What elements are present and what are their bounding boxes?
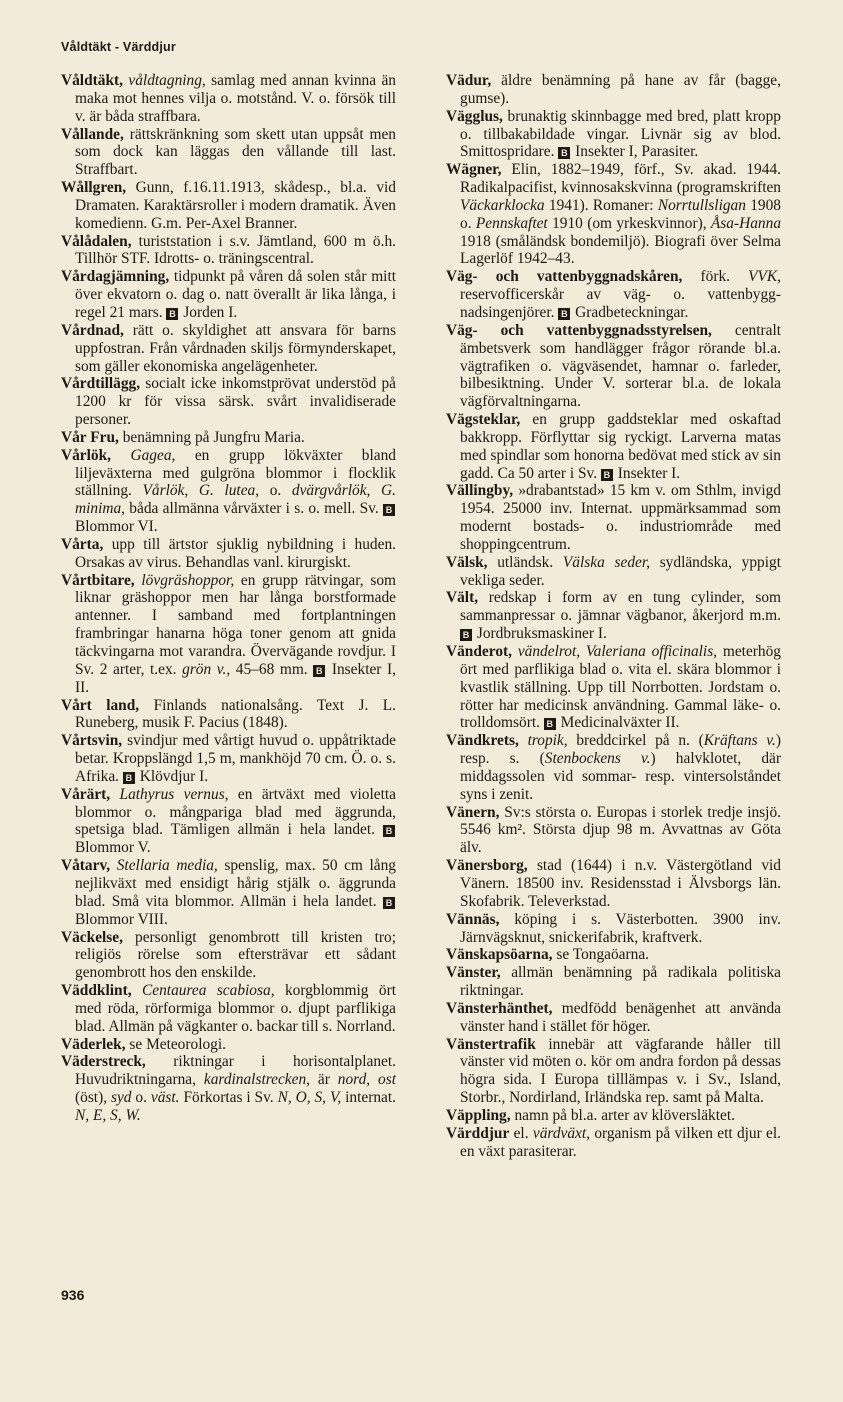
entry-vanster	[446, 964, 781, 1000]
entry-text: 1918 (småländsk bondemiljö). Biografi över Selma Lagerlöf 1942–43.	[460, 232, 781, 268]
column-left	[61, 72, 396, 1125]
italic-term: Centaurea scabiosa,	[142, 982, 275, 1000]
headword: Vänstertrafik	[446, 1035, 536, 1053]
headword: Wägner,	[446, 161, 502, 179]
entry-vag-styr	[446, 322, 781, 411]
see-also-icon: B	[383, 504, 395, 516]
entry-text: 1908 o.	[460, 196, 781, 232]
entry-text: meterhög ört med parflikiga blad o. vita el. skära blommor i kvastlik ställning. Upp till Norrbotten. Jordstam o. rötter har medicinsk användning. Gammal läke- o. trolldomsört.	[460, 643, 781, 732]
entry-varddjur	[446, 1125, 781, 1161]
entry-text	[132, 982, 142, 999]
entry-text: (öst),	[75, 1089, 111, 1107]
italic-term: grön v.,	[182, 660, 231, 678]
entry-text: ) resp. s. (	[460, 732, 781, 768]
headword: Väderlek,	[61, 1035, 126, 1053]
headword: Våldtäkt,	[61, 72, 123, 89]
see-also-icon: B	[123, 772, 135, 784]
entry-text: o.	[131, 1089, 151, 1107]
entry-text: Finlands nationalsång. Text J. L. Runeberg, musik F. Pacius (1848).	[75, 696, 396, 732]
entry-text: 1910 (om yrkeskvinnor),	[547, 214, 711, 232]
entry-vardnad	[61, 322, 396, 376]
see-also-icon: B	[313, 665, 325, 677]
entry-valdtakt	[61, 72, 396, 126]
entry-text: äldre benämning på hane av får (bagge, gumse).	[460, 72, 781, 107]
italic-term: Stellaria media,	[116, 857, 218, 875]
headword: Väppling,	[446, 1106, 511, 1124]
entry-text: Klövdjur I.	[135, 767, 209, 785]
entry-text: rätt o. skyldighet att ansvara för barns uppfostran. Från vårdnaden skiljs förmynderskapet, som gäller ekonomiska angelägenheter.	[75, 321, 396, 375]
entry-text: Blommor VI.	[75, 518, 158, 536]
entry-text: en grupp rätvingar, som liknar gräshoppor men har långa borstformade antenner. I samband med fortplantningen frambringar hanarna höga toner genom att gnida täckvingarna mot varandra. Övervägande rovdjur. I Sv. 2 arter, t.ex.	[75, 571, 396, 678]
see-also-icon: B	[383, 897, 395, 909]
headword: Vårdtillägg,	[61, 375, 141, 393]
entry-text: en ärtväxt med violetta blommor o. mångpariga blad med äggrunda, spetsiga blad. Tämligen allmän i hela landet.	[75, 785, 396, 839]
italic-term: Gagea,	[130, 446, 176, 464]
entry-vadur	[446, 72, 781, 108]
see-also-icon: B	[544, 718, 556, 730]
entry-vagglus	[446, 108, 781, 162]
entry-vartbitare	[61, 572, 396, 697]
headword: Väg- och vattenbyggnadsstyrelsen,	[446, 321, 712, 339]
entry-text: se Tongaöarna.	[552, 946, 650, 964]
headword: Välsk,	[446, 553, 488, 571]
entry-vallingby	[446, 482, 781, 553]
italic-term: värdväxt,	[532, 1124, 590, 1142]
see-also-icon: B	[558, 147, 570, 159]
headword: Vår Fru,	[61, 428, 119, 446]
entry-text	[110, 857, 117, 874]
headword: Vållande,	[61, 125, 124, 143]
entry-text: en grupp gaddsteklar med oskaftad bakkropp. Förflyttar sig ryckigt. Larverna matas med spindlar som honorna bedövat med stick av sin gadd. Ca 50 arter i Sv.	[460, 411, 781, 482]
headword: Väddklint,	[61, 982, 132, 1000]
entry-wagner	[446, 161, 781, 268]
see-also-icon: B	[460, 629, 472, 641]
entry-text: socialt icke inkomstprövat understöd på 1200 kr för vissa särsk. svårt invalidiserade personer.	[75, 375, 396, 429]
entry-text: internat.	[341, 1089, 396, 1107]
entry-text: Gradbeteckningar.	[571, 303, 689, 321]
headword: Vällingby,	[446, 482, 514, 500]
headword: Väg- och vattenbyggnadskåren,	[446, 268, 683, 286]
entry-wallgren	[61, 179, 396, 233]
italic-term: Väckarklocka	[460, 196, 545, 214]
headword: Vänern,	[446, 803, 500, 821]
italic-term: väst.	[150, 1089, 180, 1107]
headword: Vänersborg,	[446, 857, 528, 875]
entry-text: köping i s. Västerbotten. 3900 inv. Järnvägsknut, snickerifabrik, kraftverk.	[460, 910, 781, 946]
entry-text: en grupp lökväxter bland liljeväxterna med gulgröna blommor i flocklik ställning.	[75, 446, 396, 500]
entry-vannas	[446, 911, 781, 947]
entry-vandkrets	[446, 732, 781, 803]
headword: Vänsterhänthet,	[446, 999, 553, 1017]
headword: Vänderot,	[446, 643, 512, 660]
entry-text: spenslig, max. 50 cm lång nejlikväxt med ensidigt hårig stjälk o. äggrunda blad. Små vita blommor. Allmän i hela landet.	[75, 857, 396, 910]
entry-text: medfödd benägenhet att använda vänster hand i stället för höger.	[460, 999, 781, 1035]
entry-text: Insekter I.	[613, 464, 681, 482]
entry-text: Gunn, f.16.11.1913, skådesp., bl.a. vid Dramaten. Karaktärsroller i modern dramatik. Även komedienn. G.m. Per-Axel Branner.	[75, 179, 396, 232]
entry-text: upp till ärtstor sjuklig nybildning i huden. Orsakas av virus. Behandlas vanl. kirurgiskt.	[75, 535, 396, 571]
italic-term: Vårlök, G. lutea,	[142, 482, 260, 500]
headword: Wållgren,	[61, 179, 127, 197]
italic-term: N, E, S, W.	[75, 1106, 141, 1124]
entry-vanderot	[446, 643, 781, 732]
entry-text: utländsk.	[487, 553, 563, 571]
italic-term: Kräftans v.	[703, 732, 776, 750]
entry-varlok	[61, 447, 396, 536]
italic-term: våldtagning,	[128, 72, 206, 89]
italic-term: dvärgvårlök, G. minima,	[75, 482, 397, 518]
entry-text: centralt ämbetsverk som handlägger frågor rörande bl.a. vägtrafiken o. vägväsendet, hamnar o. farleder, bilbesiktning. Under V. sorterar bl.a. de lokala vägförvaltningarna.	[460, 321, 781, 411]
entry-text: Förkortas i Sv.	[179, 1089, 278, 1107]
entry-valadalen	[61, 233, 396, 269]
entry-vardtillagg	[61, 375, 396, 429]
entry-text: tidpunkt på våren då solen står mitt över ekvatorn o. dag o. natt överallt är lika långa, i regel 21 mars.	[75, 268, 396, 321]
entry-text: riktningar i horisontalplanet. Huvudriktningarna,	[75, 1053, 396, 1089]
entry-text: el.	[509, 1124, 533, 1142]
headword: Vårta,	[61, 535, 104, 553]
headword: Våtarv,	[61, 857, 111, 875]
entry-vappling	[446, 1107, 781, 1125]
headword: Vänster,	[446, 964, 501, 982]
entry-vart-land	[61, 697, 396, 733]
entry-text: Insekter I, II.	[75, 660, 397, 696]
entry-text	[111, 447, 130, 464]
entry-text: innebär att vägfarande håller till vänster vid möten o. kör om andra fordon på dessas högra sida. I Europa tilllämpas v. i Sv., Island, Storbr., Nordirland, Irländska rep. samt på Malta.	[460, 1035, 781, 1107]
entry-text: båda allmänna vårväxter i s. o. mell. Sv.	[125, 500, 383, 518]
italic-term: Stenbockens v.	[544, 750, 651, 768]
entry-text: rättskränkning som skett utan uppsåt men som dock kan läggas den vållande till last. Straffbart.	[75, 125, 396, 179]
entry-text: allmän benämning på radikala politiska riktningar.	[460, 964, 781, 1000]
entry-text: benämning på Jungfru Maria.	[118, 428, 305, 446]
entry-vaderlek	[61, 1036, 396, 1054]
italic-term: Norrtullsligan	[657, 196, 746, 214]
entry-varta	[61, 536, 396, 572]
entry-vaderstreck	[61, 1053, 396, 1124]
italic-term: Pennskaftet	[475, 214, 548, 232]
page-number: 936	[61, 1287, 85, 1303]
entry-text: svindjur med vårtigt huvud o. uppåtriktade betar. Kroppslängd 1,5 m, mankhöjd 70 cm. Ö. o. s. Afrika.	[75, 732, 396, 785]
entry-text: personligt genombrott till kristen tro; religiös rörelse som eftersträvar ett sådant genombrott hos den enskilde.	[75, 928, 396, 982]
italic-term: Åsa-Hanna	[710, 214, 782, 232]
entry-text: Insekter I, Parasiter.	[571, 143, 699, 161]
headword: Vårdagjämning,	[61, 268, 170, 286]
entry-text: sydländska, yppigt vekliga seder.	[460, 553, 781, 589]
entry-vartsvin	[61, 732, 396, 786]
see-also-icon: B	[383, 825, 395, 837]
headword: Värddjur	[446, 1124, 510, 1142]
headword: Vårtbitare,	[61, 571, 135, 589]
entry-text: Elin, 1882–1949, förf., Sv. akad. 1944. Radikalpacifist, kvinnosakskvinna (programskriften	[460, 161, 781, 197]
headword: Vädur,	[446, 72, 492, 89]
italic-term: vändelrot, Valeriana officinalis,	[517, 643, 718, 660]
entry-text: redskap i form av en tung cylinder, som sammanpressar o. jämnar vägbanor, åkerjord m.m.	[460, 589, 781, 625]
entry-vag-kar	[446, 268, 781, 322]
entry-text: turiststation i s.v. Jämtland, 600 m ö.h. Tillhör STF. Idrotts- o. träningscentral.	[75, 232, 396, 268]
headword: Vårt land,	[61, 696, 140, 714]
headword: Vält,	[446, 589, 479, 607]
see-also-icon: B	[558, 308, 570, 320]
italic-term: VVK,	[748, 268, 781, 286]
italic-term: Lathyrus vernus,	[119, 785, 229, 803]
entry-text: 1941). Romaner:	[544, 196, 658, 214]
entry-vackelse	[61, 929, 396, 983]
italic-term: kardinalstrecken,	[203, 1071, 311, 1089]
headword: Vägsteklar,	[446, 411, 521, 429]
entry-vallande	[61, 126, 396, 180]
entry-text: 45–68 mm.	[230, 660, 314, 678]
entry-vanersborg	[446, 857, 781, 911]
entry-text: korgblommig ört med röda, rörformiga blommor o. djupt parflikiga blad. Allmän på vägkanter o. backar till s. Norrland.	[75, 982, 396, 1035]
entry-vansterhanthet	[446, 1000, 781, 1036]
entry-text: »drabantstad» 15 km v. om Sthlm, invigd 1954. 25000 inv. Internat. uppmärksammad som modernt bostads- o. industriområde med shoppingcentrum.	[460, 482, 781, 553]
entry-text: se Meteorologi.	[125, 1035, 226, 1053]
headword: Vännäs,	[446, 910, 500, 928]
entry-text: stad (1644) i n.v. Västergötland vid Vänern. 18500 inv. Residensstad i Älvsborgs län. Skofabrik. Televerkstad.	[460, 857, 781, 910]
entry-vararl	[61, 786, 396, 857]
headword: Vårlök,	[61, 446, 112, 464]
headword: Vålådalen,	[61, 232, 132, 250]
entry-text: brunaktig skinnbagge med bred, platt kropp o. tillbakabildade vingar. Livnär sig av blod. Smittospridare.	[460, 107, 781, 161]
italic-term: syd	[110, 1089, 132, 1107]
entry-vatarv	[61, 857, 396, 928]
headword: Vårdnad,	[61, 321, 124, 339]
italic-term: lövgräshoppor,	[141, 571, 235, 589]
headword: Väckelse,	[61, 928, 123, 946]
entry-text: Medicinalväxter II.	[556, 714, 680, 732]
entry-text: o.	[259, 482, 292, 500]
see-also-icon: B	[166, 308, 178, 320]
running-head: Våldtäkt - Värddjur	[61, 40, 176, 54]
entry-text: organism på vilken ett djur el. en växt parasiterar.	[460, 1124, 782, 1160]
entry-vardagjamning	[61, 268, 396, 322]
entry-vanern	[446, 804, 781, 858]
headword: Väderstreck,	[61, 1053, 146, 1071]
entry-text: förk.	[682, 268, 749, 286]
see-also-icon: B	[601, 469, 613, 481]
entry-text: Blommor VIII.	[75, 910, 168, 928]
entry-text: namn på bl.a. arter av klöversläktet.	[510, 1106, 735, 1124]
entry-text: Jorden I.	[179, 303, 238, 321]
entry-text: reservofficerskår av väg- o. vattenbyggnadsingenjörer.	[460, 286, 781, 321]
entry-text: Jordbruksmaskiner I.	[473, 625, 607, 643]
entry-text: ) halvklotet, där middagssolen vid sommar- resp. vintersolståndet syns i zenit.	[460, 750, 782, 803]
entry-vanskapsoarna	[446, 946, 781, 964]
entry-vagsteklar	[446, 411, 781, 482]
entry-valsk	[446, 554, 781, 590]
headword: Vändkrets,	[446, 732, 519, 750]
entry-text: Blommor V.	[75, 839, 151, 857]
italic-term: tropik,	[527, 732, 568, 750]
entry-text: breddcirkel på n. (	[567, 732, 704, 750]
entry-text	[519, 732, 528, 749]
entry-vanstertrafik	[446, 1036, 781, 1107]
italic-term: Välska seder,	[562, 553, 650, 571]
entry-valt	[446, 589, 781, 643]
italic-term: nord, ost	[337, 1071, 396, 1089]
headword: Vårärt,	[61, 785, 111, 803]
column-right	[446, 72, 781, 1160]
entry-text: är	[310, 1071, 338, 1089]
headword: Vägglus,	[446, 107, 503, 125]
headword: Vårtsvin,	[61, 732, 123, 750]
headword: Vänskapsöarna,	[446, 946, 553, 964]
italic-term: N, O, S, V,	[277, 1089, 342, 1107]
entry-text	[110, 786, 119, 803]
entry-var-fru	[61, 429, 396, 447]
entry-text: Sv:s största o. Europas i storlek tredje insjö. 5546 km². Största djup 98 m. Avvattnas av Göta älv.	[460, 803, 781, 857]
entry-vaddklint	[61, 982, 396, 1036]
entry-text: samlag med annan kvinna än maka mot hennes vilja o. motstånd. V. o. försök till v. är båda straffbara.	[75, 72, 396, 125]
